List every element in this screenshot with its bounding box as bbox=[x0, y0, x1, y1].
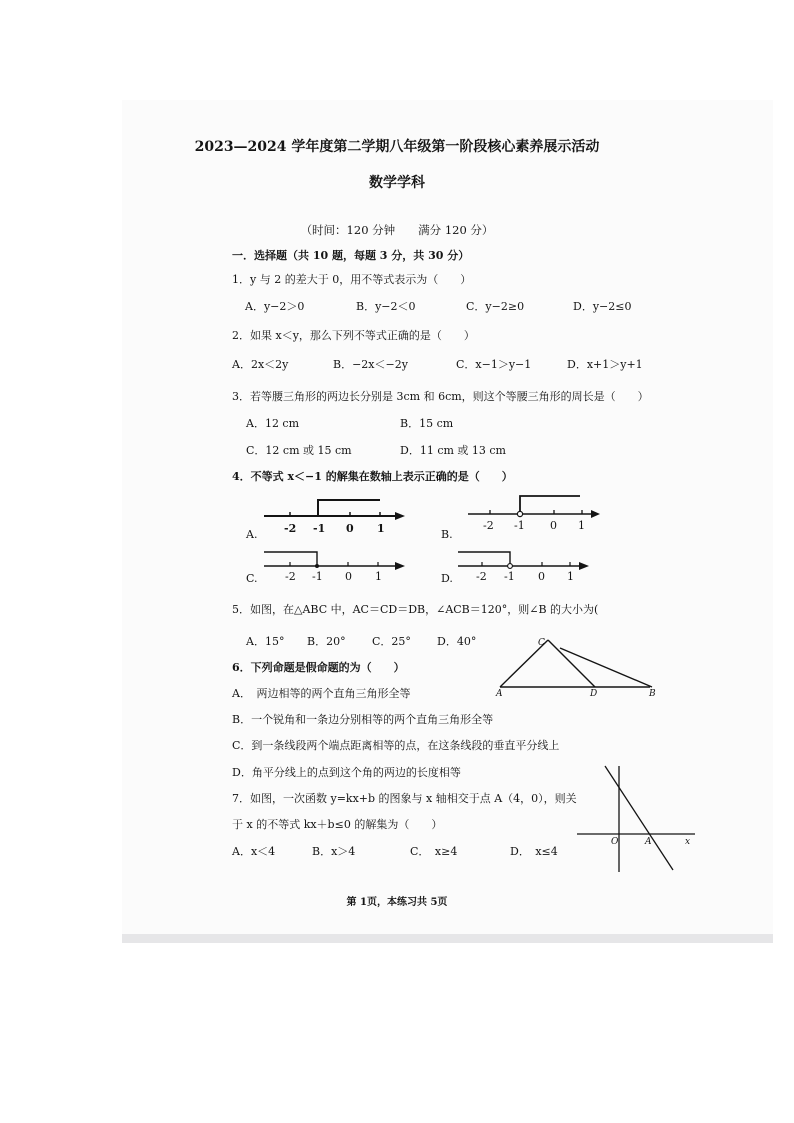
q4-numberline-d bbox=[456, 548, 596, 588]
q7-origin-label: O bbox=[611, 837, 619, 847]
q6-option-d: D．角平分线上的点到这个角的两边的长度相等 bbox=[232, 766, 461, 779]
q5-stem: 5．如图，在△ABC 中，AC＝CD＝DB，∠ACB＝120°，则∠B 的大小为( bbox=[232, 603, 599, 616]
q5-triangle-figure bbox=[490, 632, 665, 702]
q5-point-label: D bbox=[590, 689, 598, 699]
q4c-tick-label: 0 bbox=[345, 570, 352, 583]
q1-option-c: C．y−2≥0 bbox=[466, 300, 525, 313]
q4a-tick-label: -1 bbox=[313, 522, 326, 535]
q3-stem: 3．若等腰三角形的两边长分别是 3cm 和 6cm，则这个等腰三角形的周长是（ ） bbox=[232, 390, 649, 403]
q4b-tick-label: -1 bbox=[514, 519, 525, 532]
q2-stem: 2．如果 x＜y，那么下列不等式正确的是（ ） bbox=[232, 329, 475, 342]
q4-numberline-a bbox=[262, 496, 412, 536]
q4a-tick-label: -2 bbox=[284, 522, 297, 535]
q4c-tick-label: -1 bbox=[312, 570, 323, 583]
q7-option-d: D． x≤4 bbox=[510, 845, 558, 858]
q7-stem-line2: 于 x 的不等式 kx＋b≤0 的解集为（ ） bbox=[232, 818, 443, 831]
q6-option-a: A． 两边相等的两个直角三角形全等 bbox=[232, 687, 411, 700]
q4a-tick-label: 0 bbox=[346, 522, 354, 535]
q4d-tick-label: -1 bbox=[504, 570, 515, 583]
q5-option-c: C．25° bbox=[372, 635, 411, 648]
q5-option-a: A．15° bbox=[246, 635, 285, 648]
page-bottom-shadow bbox=[122, 934, 773, 943]
subject-title: 数学学科 bbox=[369, 175, 425, 191]
q6-option-b: B．一个锐角和一条边分别相等的两个直角三角形全等 bbox=[232, 713, 494, 726]
q3-option-d: D．11 cm 或 13 cm bbox=[400, 444, 506, 457]
q7-option-a: A．x＜4 bbox=[232, 845, 276, 858]
q7-option-b: B．x＞4 bbox=[312, 845, 356, 858]
q4c-tick-label: -2 bbox=[285, 570, 296, 583]
q1-stem: 1．y 与 2 的差大于 0，用不等式表示为（ ） bbox=[232, 273, 472, 286]
page-title: 2023—2024 学年度第二学期八年级第一阶段核心素养展示活动 bbox=[194, 139, 600, 155]
q4b-tick-label: -2 bbox=[483, 519, 494, 532]
q2-option-a: A．2x＜2y bbox=[232, 358, 289, 371]
q1-option-a: A．y−2＞0 bbox=[245, 300, 305, 313]
q7-function-graph bbox=[575, 762, 700, 877]
q7-stem-line1: 7．如图，一次函数 y=kx+b 的图象与 x 轴相交于点 A（4，0），则关 bbox=[232, 792, 577, 805]
q4b-tick-label: 0 bbox=[550, 519, 557, 532]
q4-letter-c: C. bbox=[246, 572, 258, 585]
q7-option-c: C． x≥4 bbox=[410, 845, 458, 858]
q4c-tick-label: 1 bbox=[375, 570, 382, 583]
q1-option-b: B．y−2＜0 bbox=[356, 300, 416, 313]
q7-x-axis-label: x bbox=[685, 837, 691, 847]
q4-letter-a: A. bbox=[246, 528, 258, 541]
q4d-tick-label: 0 bbox=[538, 570, 545, 583]
q3-option-b: B．15 cm bbox=[400, 417, 454, 430]
page-footer: 第 1页，本练习共 5页 bbox=[346, 897, 448, 908]
q2-option-d: D．x+1＞y+1 bbox=[567, 358, 643, 371]
section-heading: 一．选择题（共 10 题，每题 3 分，共 30 分） bbox=[232, 249, 470, 262]
q4-letter-b: B. bbox=[441, 528, 453, 541]
q5-point-label: A bbox=[496, 689, 503, 699]
q4b-tick-label: 1 bbox=[578, 519, 585, 532]
q7-point-a-label: A bbox=[645, 837, 652, 847]
q4-letter-d: D. bbox=[441, 572, 453, 585]
q5-option-d: D．40° bbox=[437, 635, 477, 648]
exam-info: （时间：120 分钟 满分 120 分） bbox=[300, 223, 494, 237]
q4-numberline-b bbox=[466, 492, 606, 532]
q4-numberline-c bbox=[262, 548, 412, 588]
q6-option-c: C．到一条线段两个端点距离相等的点，在这条线段的垂直平分线上 bbox=[232, 739, 560, 752]
q2-option-c: C．x−1＞y−1 bbox=[456, 358, 532, 371]
q3-option-c: C．12 cm 或 15 cm bbox=[246, 444, 352, 457]
q5-point-label: B bbox=[649, 689, 656, 699]
q3-option-a: A．12 cm bbox=[246, 417, 300, 430]
q4d-tick-label: 1 bbox=[567, 570, 574, 583]
q5-point-label: C bbox=[538, 638, 545, 648]
q1-option-d: D．y−2≤0 bbox=[573, 300, 632, 313]
q6-stem: 6．下列命题是假命题的为（ ） bbox=[232, 661, 405, 674]
q4d-tick-label: -2 bbox=[476, 570, 487, 583]
q2-option-b: B．−2x＜−2y bbox=[333, 358, 408, 371]
q5-option-b: B．20° bbox=[307, 635, 346, 648]
q4-stem: 4．不等式 x＜−1 的解集在数轴上表示正确的是（ ） bbox=[232, 470, 513, 483]
q4a-tick-label: 1 bbox=[377, 522, 385, 535]
